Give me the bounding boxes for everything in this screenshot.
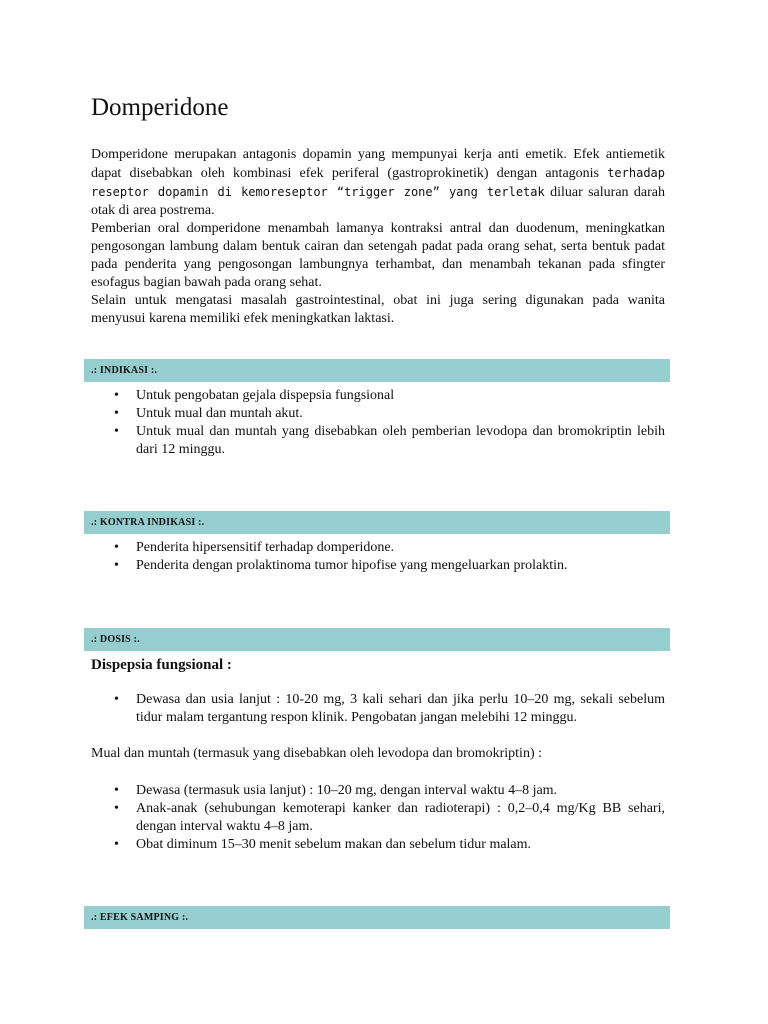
dosis-subheading: Dispepsia fungsional : (91, 657, 232, 673)
bullet-icon: • (114, 837, 119, 852)
section-header-indikasi: .: INDIKASI :. (84, 359, 670, 382)
intro-p1-text-a: Domperidone merupakan antagonis dopamin yang mempunyai kerja anti emetik. Efek antiemetik dapat disebabkan oleh kombinasi efek periferal (gastroprokinetik) dengan antagonis (91, 147, 665, 181)
intro-p1-text-mono: terhadap reseptor dopamin di kemoreseptor “trigger zone” yang terletak (91, 166, 665, 199)
intro-paragraph-1 (91, 146, 665, 220)
intro-paragraph-2: Pemberian oral domperidone menambah lamanya kontraksi antral dan duodenum, meningkatkan pengosongan lambung dalam bentuk cairan dan setengah padat pada orang sehat, serta bentuk padat pada penderita yang pengosongan lambungnya terhambat, dan menambah tekanan pada sfingter esofagus bagian bawah pada orang sehat. (91, 221, 665, 290)
list-item: • Dewasa dan usia lanjut : 10-20 mg, 3 kali sehari dan jika perlu 10–20 mg, sekali sebelum tidur malam tergantung respon klinik. Pengobatan jangan melebihi 12 minggu. (114, 692, 665, 725)
list-item: • Anak-anak (sehubungan kemoterapi kanker dan radioterapi) : 0,2–0,4 mg/Kg BB sehari, dengan interval waktu 4–8 jam. (114, 801, 665, 834)
indikasi-list (91, 387, 665, 459)
bullet-icon: • (114, 801, 119, 816)
list-item: • Dewasa (termasuk usia lanjut) : 10–20 mg, dengan interval waktu 4–8 jam. (114, 783, 558, 798)
list-item: • Untuk mual dan muntah akut. (114, 406, 303, 421)
dosis-list-mual (91, 782, 665, 854)
dosis-list-dispepsia (91, 691, 665, 727)
list-item: • Obat diminum 15–30 menit sebelum makan dan sebelum tidur malam. (114, 837, 532, 852)
bullet-icon: • (114, 406, 119, 421)
bullet-icon: • (114, 558, 119, 573)
mual-muntah-heading: Mual dan muntah (termasuk yang disebabkan oleh levodopa dan bromokriptin) : (91, 746, 543, 761)
list-item: • Penderita dengan prolaktinoma tumor hipofise yang mengeluarkan prolaktin. (114, 558, 568, 573)
bullet-icon: • (114, 540, 119, 555)
intro-section (91, 146, 665, 328)
list-item: • Penderita hipersensitif terhadap domperidone. (114, 540, 395, 555)
bullet-icon: • (114, 783, 119, 798)
intro-paragraph-3: Selain untuk mengatasi masalah gastrointestinal, obat ini juga sering digunakan pada wanita menyusui karena memiliki efek meningkatkan laktasi. (91, 293, 665, 326)
list-item: • Untuk mual dan muntah yang disebabkan oleh pemberian levodopa dan bromokriptin lebih dari 12 minggu. (114, 424, 665, 457)
list-item: • Untuk pengobatan gejala dispepsia fungsional (114, 388, 395, 403)
kontra-indikasi-list (91, 539, 665, 575)
bullet-icon: • (114, 692, 119, 707)
section-header-kontra-indikasi: .: KONTRA INDIKASI :. (84, 511, 670, 534)
section-header-dosis: .: DOSIS :. (84, 628, 670, 651)
bullet-icon: • (114, 424, 119, 439)
page-title: Domperidone (91, 94, 229, 121)
intro-p1-text-b: diluar saluran darah otak di area postrema. (91, 185, 665, 218)
bullet-icon: • (114, 388, 119, 403)
section-header-efek-samping: .: EFEK SAMPING :. (84, 906, 670, 929)
